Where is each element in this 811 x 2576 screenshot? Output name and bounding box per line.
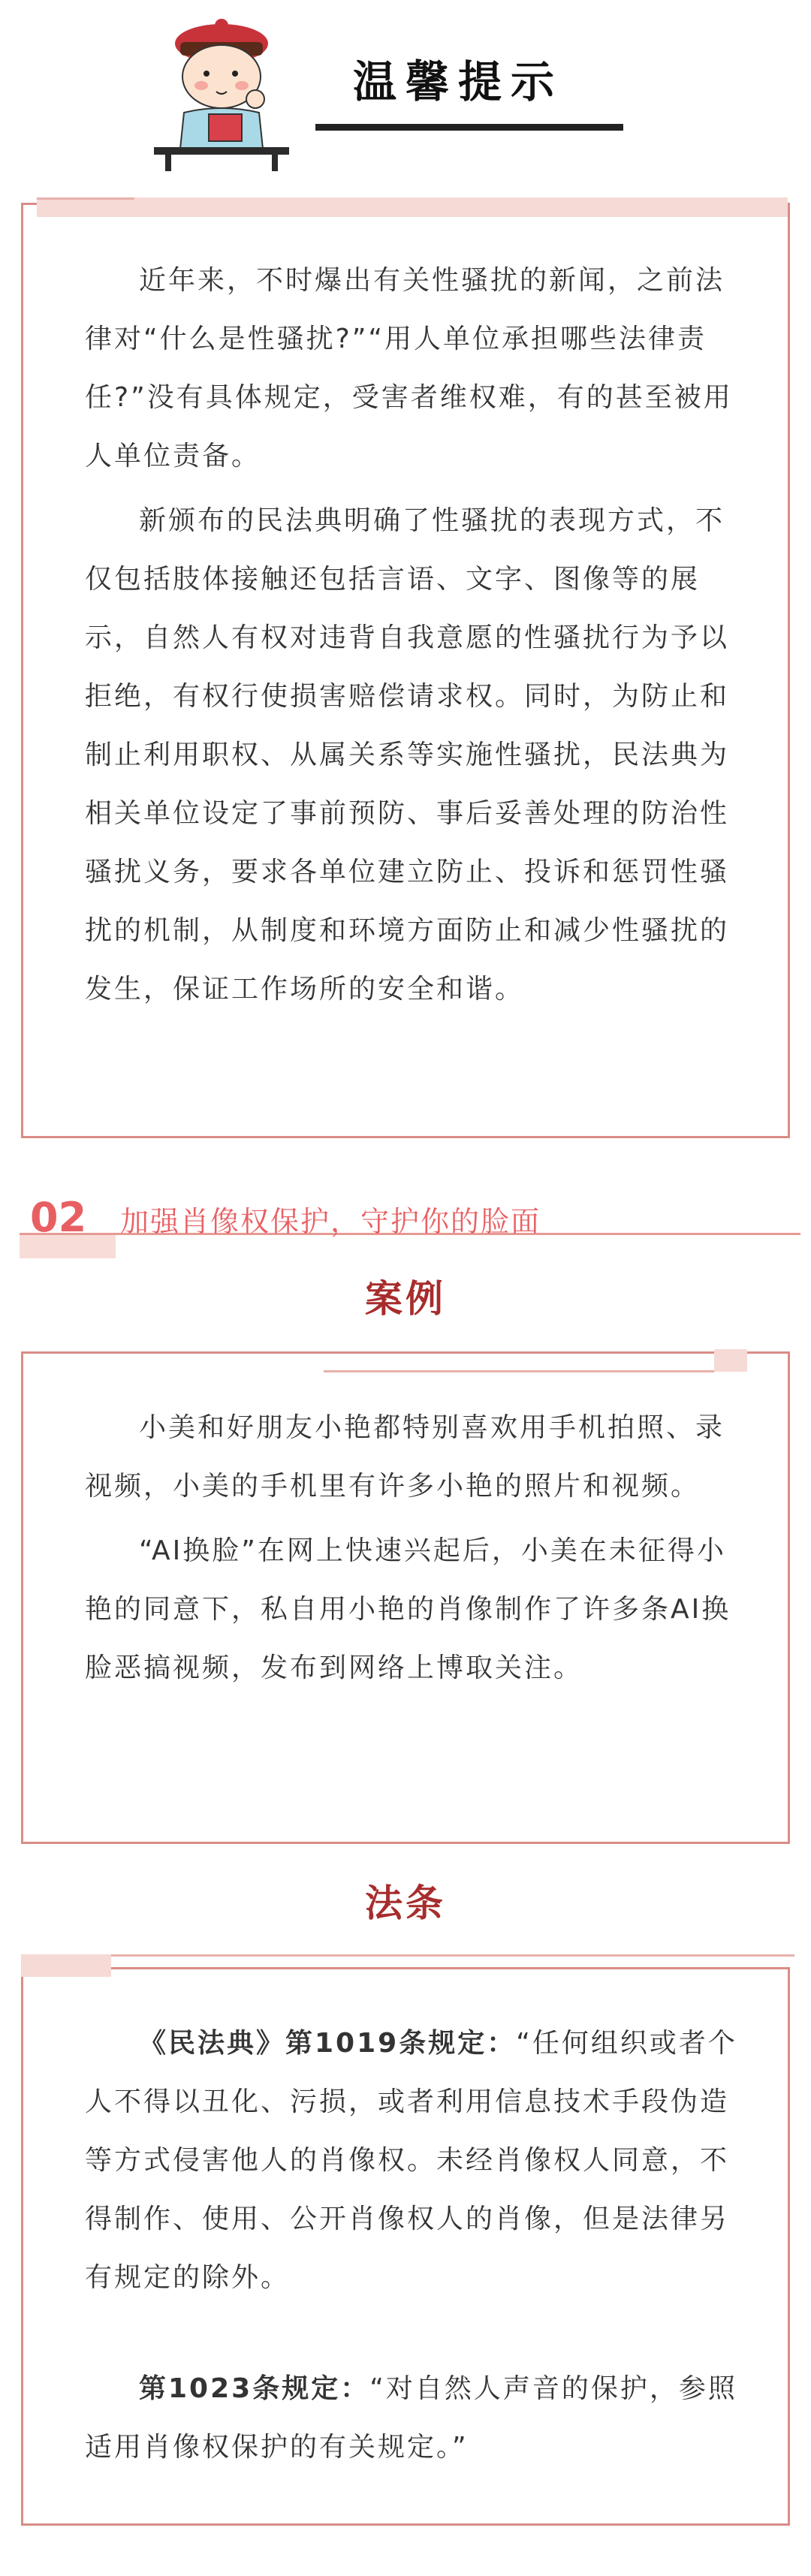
case-paragraph-2: “AI换脸”在网上快速兴起后，小美在未征得小艳的同意下，私自用小艳的肖像制作了许多条AI换脸恶搞视频，发布到网络上博取关注。 bbox=[85, 1535, 731, 1683]
box-accent-square bbox=[714, 1349, 747, 1372]
case-content bbox=[85, 1399, 746, 1698]
header bbox=[0, 0, 811, 180]
law-article-1023-label: 第1023条规定： bbox=[139, 2373, 370, 2404]
section-heading bbox=[0, 1171, 811, 1261]
header-underline bbox=[315, 124, 623, 131]
box-accent-line bbox=[111, 1954, 794, 1957]
law-article-1023 bbox=[85, 2360, 746, 2477]
intro-text-box bbox=[21, 203, 790, 1138]
mascot-illustration bbox=[150, 15, 293, 173]
box-accent-line bbox=[324, 1370, 714, 1372]
law-article-1023-text: “对自然人声音的保护，参照适用肖像权保护的有关规定。” bbox=[85, 2373, 737, 2463]
law-heading: 法条 bbox=[365, 1882, 446, 1925]
law-content bbox=[85, 2014, 746, 2477]
intro-content bbox=[85, 252, 746, 1019]
law-article-1019-label: 《民法典》第1019条规定： bbox=[139, 2028, 517, 2059]
box-accent-bar bbox=[37, 197, 788, 217]
law-article-1019 bbox=[85, 2014, 746, 2307]
intro-paragraph-1: 近年来，不时爆出有关性骚扰的新闻，之前法律对“什么是性骚扰?”“用人单位承担哪些法律责任?”没有具体规定，受害者维权难，有的甚至被用人单位责备。 bbox=[85, 265, 733, 472]
box-accent-bar bbox=[21, 1954, 111, 1977]
case-paragraph-1: 小美和好朋友小艳都特别喜欢用手机拍照、录视频，小美的手机里有许多小艳的照片和视频。 bbox=[85, 1412, 725, 1502]
case-text-box bbox=[21, 1351, 790, 1844]
box-accent-line bbox=[37, 197, 134, 200]
section-number: 02 bbox=[30, 1194, 87, 1241]
intro-paragraph-2: 新颁布的民法典明确了性骚扰的表现方式，不仅包括肢体接触还包括言语、文字、图像等的展示，自然人有权对违背自我意愿的性骚扰行为予以拒绝，有权行使损害赔偿请求权。同时，为防止和制止利用职权、从属关系等实施性骚扰，民法典为相关单位设定了事前预防、事后妥善处理的防治性骚扰义务，要求各单位建立防止、投诉和惩罚性骚扰的机制，从制度和环境方面防止和减少性骚扰的发生，保证工作场所的安全和谐。 bbox=[85, 505, 730, 1005]
section-title: 加强肖像权保护，守护你的脸面 bbox=[120, 1205, 541, 1238]
case-heading: 案例 bbox=[365, 1277, 446, 1321]
law-article-1019-text: “任何组织或者个人不得以丑化、污损，或者利用信息技术手段伪造等方式侵害他人的肖像权。未经肖像权人同意，不得制作、使用、公开肖像权人的肖像，但是法律另有规定的除外。 bbox=[85, 2028, 737, 2293]
law-text-box bbox=[21, 1967, 790, 2526]
header-title: 温馨提示 bbox=[353, 56, 564, 107]
